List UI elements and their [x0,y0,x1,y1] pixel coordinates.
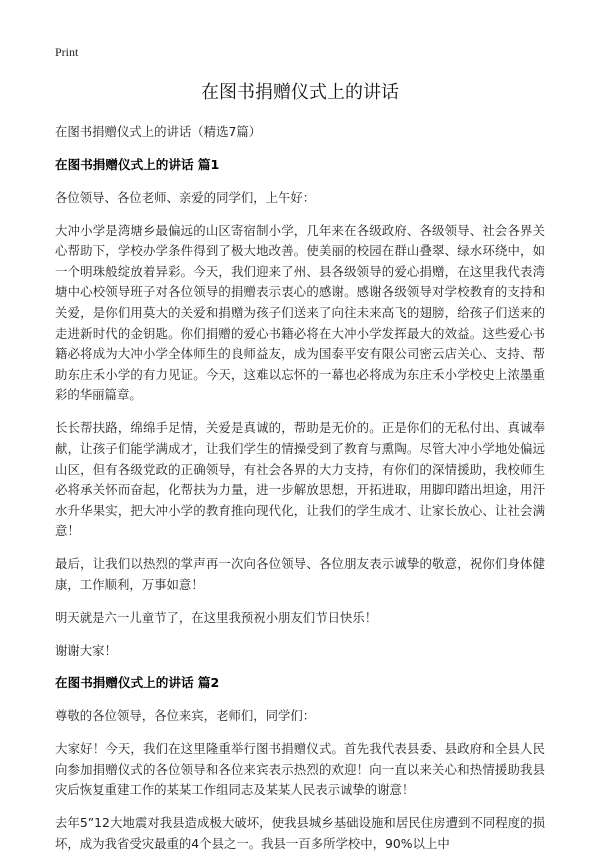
paragraph: 谢谢大家！ [55,642,117,658]
paragraph: 长长帮扶路，绵绵手足情，关爱是真诚的，帮助是无价的。正是你们的无私付出、真诚奉献，让孩子们能学满成才，让我们学生的情操受到了教育与熏陶。尽管大冲小学地处偏远山区，但有各级党政的正确领导，有社会各界的大力支持，有你们的深情援助，我校师生必将承关怀而奋起，化帮扶为力量，进一步解放思想，开拓进取，用脚印踏出坦途，用汗水升华果实，把大冲小学的教育推向现代化，让我们的学生成才、让家长放心、让社会满意！ [55,420,545,539]
document-subtitle: 在图书捐赠仪式上的讲话（精选7篇） [55,124,262,139]
document-body [55,122,545,867]
paragraph: 去年5”12大地震对我县造成极大破坏，使我县城乡基础设施和居民住房遭到不同程度的损坏，成为我省受灾最重的4个县之一。我县一百多所学校中，90%以上中 [55,815,545,851]
paragraph: 最后，让我们以热烈的掌声再一次向各位领导、各位朋友表示诚挚的敬意，祝你们身体健康，工作顺利，万事如意！ [55,556,545,592]
print-link[interactable]: Print [55,45,79,59]
paragraph: 尊敬的各位领导，各位来宾，老师们，同学们： [55,708,316,724]
section-heading: 在图书捐赠仪式上的讲话 篇2 [55,675,220,691]
paragraph: 大冲小学是湾塘乡最偏远的山区寄宿制小学，几年来在各级政府、各级领导、社会各界关心帮助下，学校办学条件得到了极大地改善。使美丽的校园在群山叠翠、绿水环绕中，如一个明珠般绽放着异彩。今天，我们迎来了州、县各级领导的爱心捐赠，在这里我代表湾塘中心校领导班子对各位领导的捐赠表示衷心的感谢。感谢各级领导对学校教育的支持和关爱，是你们用莫大的关爱和捐赠为孩子们送来了向往未来高飞的翅膀，给孩子们送来的走进新时代的金钥匙。你们捐赠的爱心书籍必将在大冲小学发挥最大的效益。这些爱心书籍必将成为大冲小学全体师生的良师益友，成为国泰平安有限公司密云店关心、支持、帮助东庄禾小学的有力见证。今天，这难以忘怀的一幕也必将成为东庄禾小学校史上浓墨重彩的华丽篇章。 [55,222,545,403]
document-title: 在图书捐赠仪式上的讲话 [201,82,399,103]
paragraph: 明天就是六一儿童节了，在这里我预祝小朋友们节日快乐！ [55,609,378,625]
paragraph: 大家好！今天，我们在这里隆重举行图书捐赠仪式。首先我代表县委、县政府和全县人民向参加捐赠仪式的各位领导和各位来宾表示热烈的欢迎！向一直以来关心和热情援助我县灾后恢复重建工作的某某工作组同志及某某人民表示诚挚的谢意！ [55,741,545,798]
paragraph: 各位领导、各位老师、亲爱的同学们，上午好： [55,189,316,205]
section-heading: 在图书捐赠仪式上的讲话 篇1 [55,156,220,172]
